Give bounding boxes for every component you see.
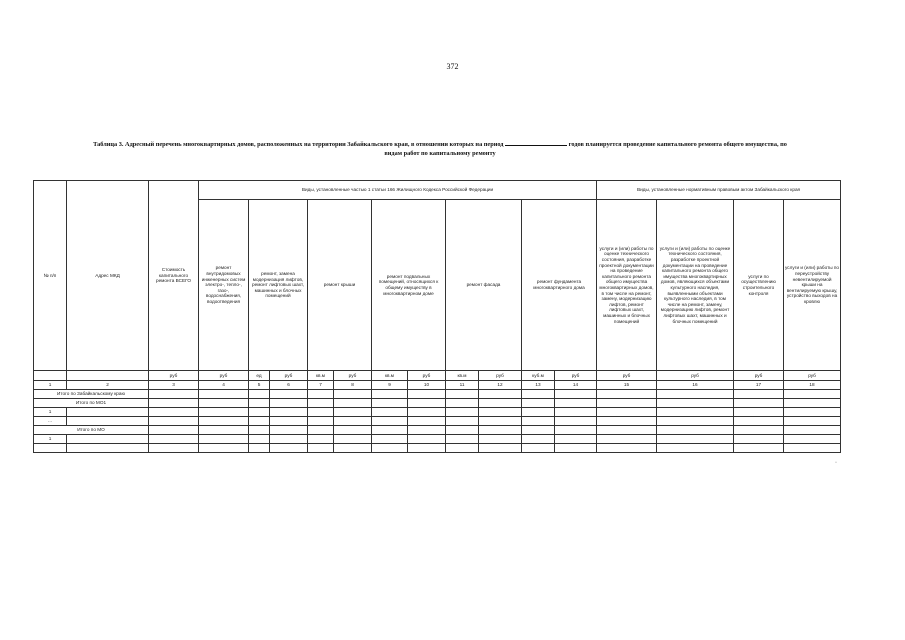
row-number: 1 bbox=[34, 408, 67, 417]
page-number: 372 bbox=[446, 62, 459, 71]
unit-cell: руб bbox=[149, 371, 199, 381]
period-blank bbox=[505, 139, 567, 146]
unit-cell: руб bbox=[479, 371, 522, 381]
header-foundation: ремонт фундамента многоквартирного дома bbox=[522, 200, 597, 371]
unit-cell: руб bbox=[784, 371, 841, 381]
repair-table bbox=[33, 180, 841, 453]
header-basement: ремонт подвальных помещений, относящихся к общему имуществу в многоквартирном доме bbox=[372, 200, 446, 371]
row-address bbox=[67, 435, 149, 444]
header-elevators: ремонт, замена модернизация лифтов, ремонт лифтовых шахт, машинных и блочных помещений bbox=[249, 200, 308, 371]
header-group-federal: Виды, установленные частью 1 статьи 166 Жилищного Кодекса Российской Федерации bbox=[199, 181, 597, 200]
column-numbers-row bbox=[34, 381, 841, 390]
unit-cell bbox=[34, 371, 67, 381]
row-label: Итого по Забайкальскому краю bbox=[34, 390, 149, 399]
unit-cell bbox=[67, 371, 149, 381]
column-number: 15 bbox=[597, 381, 657, 390]
column-number: 1 bbox=[34, 381, 67, 390]
header-design-services: услуги и (или) работы по оценке технического состояния, разработке проектной документации на проведение капитального ремонта общего имущества многоквартирных домов, в том числе на ремонт, замену, модернизацию лифтов, ремонт лифтовых шахт, машинных и блочных помещений bbox=[597, 200, 657, 371]
unit-cell: куб.м bbox=[522, 371, 555, 381]
header-group-regional: Виды, установленные нормативным правовым актом Забайкальского края bbox=[597, 181, 841, 200]
column-number: 17 bbox=[734, 381, 784, 390]
header-no: № п/п bbox=[34, 181, 67, 371]
column-number: 5 bbox=[249, 381, 270, 390]
row-address bbox=[67, 408, 149, 417]
header-facade: ремонт фасада bbox=[446, 200, 522, 371]
header-construction-control: услуги по осуществлению строительного контроля bbox=[734, 200, 784, 371]
unit-cell: руб bbox=[657, 371, 734, 381]
table-row bbox=[34, 426, 841, 435]
row-label: Итого по МО bbox=[34, 426, 149, 435]
caption-part2: годов планируется проведение капитального ремонта общего имущества, по bbox=[568, 141, 787, 148]
unit-cell: кв.м bbox=[372, 371, 408, 381]
unit-cell: руб bbox=[334, 371, 372, 381]
caption-line2: видам работ по капитальному ремонту bbox=[384, 149, 496, 157]
column-number: 9 bbox=[372, 381, 408, 390]
column-number: 12 bbox=[479, 381, 522, 390]
row-address bbox=[67, 444, 149, 453]
row-label: Итого по МО1 bbox=[34, 399, 149, 408]
column-number: 3 bbox=[149, 381, 199, 390]
units-row bbox=[34, 371, 841, 381]
unit-cell: кв.м bbox=[308, 371, 334, 381]
row-number: 1 bbox=[34, 435, 67, 444]
unit-cell: руб bbox=[597, 371, 657, 381]
column-number: 8 bbox=[334, 381, 372, 390]
scan-speck: · bbox=[835, 460, 837, 466]
header-heritage-design: услуги и (или) работы по оценке технического состояния, разработке проектной документации на проведение капитального ремонта общего имущества многоквартирных домов, являющихся объектами культурного наследия, выявленными объектами культурного наследия, в том числе на ремонт, замену, модернизацию лифтов, ремонт лифтовых шахт, машинных и блочных помещений bbox=[657, 200, 734, 371]
row-number: ... bbox=[34, 417, 67, 426]
unit-cell: кв.м bbox=[446, 371, 479, 381]
column-number: 4 bbox=[199, 381, 249, 390]
unit-cell: руб bbox=[734, 371, 784, 381]
table-row bbox=[34, 417, 841, 426]
row-number bbox=[34, 444, 67, 453]
column-number: 13 bbox=[522, 381, 555, 390]
caption-part1: Таблица 3. Адресный перечень многоквартирных домов, расположенных на территории Забайкальского края, в отношении которых на период bbox=[93, 141, 504, 148]
header-total-cost: Стоимость капитального ремонта ВСЕГО bbox=[149, 181, 199, 371]
header-roof-conversion: услуги и (или) работы по переустройству невентилируемой крыши на вентилируемую крышу, устройство выходов на кровлю bbox=[784, 200, 841, 371]
column-number: 10 bbox=[408, 381, 446, 390]
table-row bbox=[34, 390, 841, 399]
unit-cell: руб bbox=[408, 371, 446, 381]
header-address: Адрес МКД bbox=[67, 181, 149, 371]
table-row bbox=[34, 408, 841, 417]
table-row bbox=[34, 435, 841, 444]
unit-cell: руб bbox=[555, 371, 597, 381]
column-number: 18 bbox=[784, 381, 841, 390]
column-number: 6 bbox=[270, 381, 308, 390]
table-caption bbox=[45, 139, 835, 158]
column-number: 16 bbox=[657, 381, 734, 390]
header-engineering-systems: ремонт внутридомовых инженерных систем электро-, тепло-, газо-, водоснабжения, водоотведения bbox=[199, 200, 249, 371]
unit-cell: ед bbox=[249, 371, 270, 381]
column-number: 7 bbox=[308, 381, 334, 390]
column-number: 14 bbox=[555, 381, 597, 390]
table-row bbox=[34, 444, 841, 453]
header-roof: ремонт крыши bbox=[308, 200, 372, 371]
column-number: 2 bbox=[67, 381, 149, 390]
column-number: 11 bbox=[446, 381, 479, 390]
unit-cell: руб bbox=[270, 371, 308, 381]
table-row bbox=[34, 399, 841, 408]
unit-cell: руб bbox=[199, 371, 249, 381]
